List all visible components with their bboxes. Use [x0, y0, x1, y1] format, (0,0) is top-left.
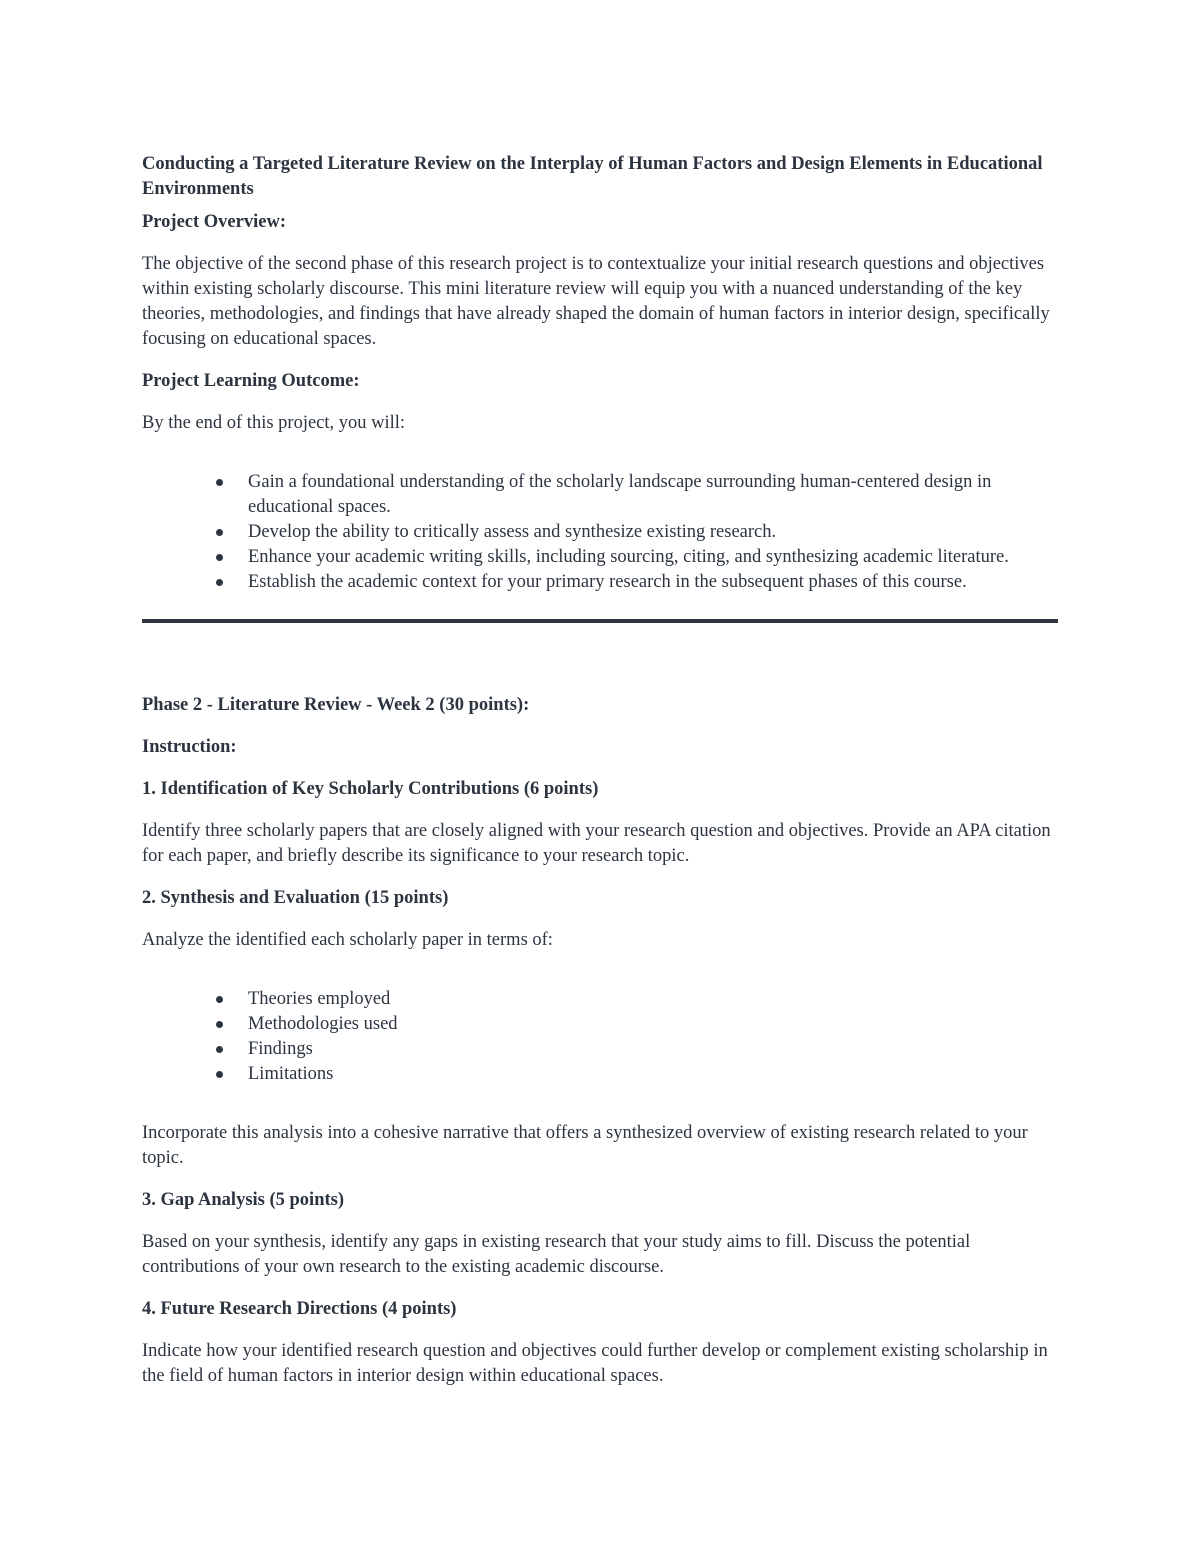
list-item [142, 570, 1058, 595]
list-item-text: Methodologies used [248, 1014, 398, 1034]
section-2-heading: 2. Synthesis and Evaluation (15 points) [142, 888, 449, 908]
list-item [142, 545, 1058, 570]
section-4-heading: 4. Future Research Directions (4 points) [142, 1299, 457, 1319]
list-item [142, 470, 1058, 520]
bullet-icon [216, 529, 223, 536]
section-1-heading: 1. Identification of Key Scholarly Contributions (6 points) [142, 779, 599, 799]
list-item-text: Enhance your academic writing skills, including sourcing, citing, and synthesizing academic literature. [248, 547, 1009, 567]
section-4-text: Indicate how your identified research question and objectives could further develop or complement existing scholarship in the field of human factors in interior design within educational spaces. [142, 1341, 1048, 1386]
spacer [142, 1104, 1058, 1121]
list-item [142, 520, 1058, 545]
bullet-icon [216, 579, 223, 586]
list-item [142, 1062, 1058, 1087]
list-item-text: Limitations [248, 1064, 334, 1084]
list-item-text: Findings [248, 1039, 313, 1059]
bullet-icon [216, 996, 223, 1003]
list-item-text: Theories employed [248, 989, 391, 1009]
document-page [142, 152, 1058, 1406]
bullet-icon [216, 1046, 223, 1053]
overview-text: The objective of the second phase of this research project is to contextualize your initial research questions and objectives within existing scholarly discourse. This mini literature review will equip you with a nuanced understanding of the key theories, methodologies, and findings that have already shaped the domain of human factors in interior design, specifically focusing on educational spaces. [142, 254, 1050, 349]
list-item-text: Gain a foundational understanding of the scholarly landscape surrounding human-centered design in educational spaces. [248, 472, 992, 517]
list-item [142, 1037, 1058, 1062]
section-2-text: Incorporate this analysis into a cohesive narrative that offers a synthesized overview of existing research related to your topic. [142, 1123, 1028, 1168]
spacer [142, 970, 1058, 987]
list-item [142, 987, 1058, 1012]
list-item [142, 1012, 1058, 1037]
outcome-heading: Project Learning Outcome: [142, 371, 360, 391]
horizontal-divider [142, 619, 1058, 623]
phase-heading: Phase 2 - Literature Review - Week 2 (30 points): [142, 695, 530, 715]
bullet-icon [216, 1021, 223, 1028]
document-title: Conducting a Targeted Literature Review on the Interplay of Human Factors and Design Elements in Educational Environments [142, 154, 1043, 199]
overview-heading: Project Overview: [142, 212, 286, 232]
list-item-text: Establish the academic context for your primary research in the subsequent phases of this course. [248, 572, 967, 592]
section-2-intro: Analyze the identified each scholarly paper in terms of: [142, 930, 553, 950]
outcome-intro: By the end of this project, you will: [142, 413, 406, 433]
section-2-list [142, 987, 1058, 1087]
instruction-heading: Instruction: [142, 737, 237, 757]
bullet-icon [216, 1071, 223, 1078]
spacer [142, 453, 1058, 470]
outcome-list [142, 470, 1058, 595]
bullet-icon [216, 554, 223, 561]
section-1-text: Identify three scholarly papers that are closely aligned with your research question and objectives. Provide an APA citation for each paper, and briefly describe its significance to your research topic. [142, 821, 1051, 866]
list-item-text: Develop the ability to critically assess and synthesize existing research. [248, 522, 777, 542]
section-3-text: Based on your synthesis, identify any gaps in existing research that your study aims to fill. Discuss the potential contributions of your own research to the existing academic discourse. [142, 1232, 971, 1277]
section-3-heading: 3. Gap Analysis (5 points) [142, 1190, 345, 1210]
bullet-icon [216, 479, 223, 486]
